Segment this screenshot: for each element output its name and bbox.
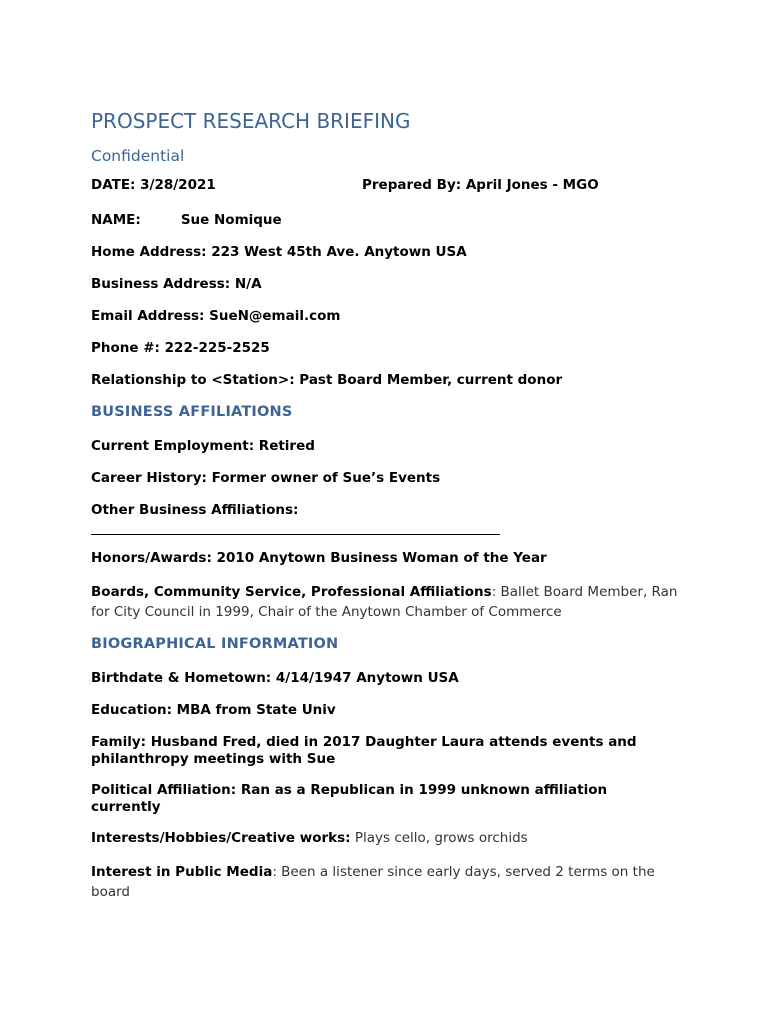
current-employment-line: Current Employment: Retired <box>91 438 315 454</box>
public-media-label: Interest in Public Media <box>91 864 273 880</box>
honors-line: Honors/Awards: 2010 Anytown Business Woman of the Year <box>91 550 547 566</box>
boards-value: : Ballet Board Member, Ran for City Council in 1999, Chair of the Anytown Chamber of Commerce <box>91 584 678 620</box>
document-subtitle: Confidential <box>91 147 185 165</box>
email-line: Email Address: SueN@email.com <box>91 308 341 324</box>
family-paragraph: Family: Husband Fred, died in 2017 Daughter Laura attends events and philanthropy meetings with Sue <box>91 734 637 767</box>
boards-paragraph <box>91 582 681 622</box>
date-line: DATE: 3/28/2021 <box>91 177 216 193</box>
public-media-paragraph <box>91 862 681 902</box>
interests-line <box>91 830 528 847</box>
interests-label: Interests/Hobbies/Creative works: <box>91 830 351 846</box>
career-history-line: Career History: Former owner of Sue’s Events <box>91 470 441 486</box>
document-title: PROSPECT RESEARCH BRIEFING <box>91 109 411 133</box>
home-address-line: Home Address: 223 West 45th Ave. Anytown USA <box>91 244 467 260</box>
education-line: Education: MBA from State Univ <box>91 702 336 718</box>
birthdate-line: Birthdate & Hometown: 4/14/1947 Anytown USA <box>91 670 459 686</box>
boards-label: Boards, Community Service, Professional Affiliations <box>91 584 492 600</box>
political-paragraph: Political Affiliation: Ran as a Republican in 1999 unknown affiliation currently <box>91 782 608 815</box>
name-value: Sue Nomique <box>180 212 282 228</box>
name-line <box>91 212 282 229</box>
business-address-line: Business Address: N/A <box>91 276 262 292</box>
interests-value: Plays cello, grows orchids <box>350 830 528 846</box>
name-label: NAME: <box>91 212 141 228</box>
relationship-line: Relationship to <Station>: Past Board Member, current donor <box>91 372 563 388</box>
phone-line: Phone #: 222-225-2525 <box>91 340 270 356</box>
public-media-value: : Been a listener since early days, served 2 terms on the board <box>91 864 655 900</box>
blank-fill-line <box>91 524 500 535</box>
other-affiliations-line: Other Business Affiliations: <box>91 502 299 518</box>
biographical-information-heading: BIOGRAPHICAL INFORMATION <box>91 636 339 652</box>
prepared-by-line: Prepared By: April Jones - MGO <box>362 177 599 193</box>
business-affiliations-heading: BUSINESS AFFILIATIONS <box>91 404 293 420</box>
